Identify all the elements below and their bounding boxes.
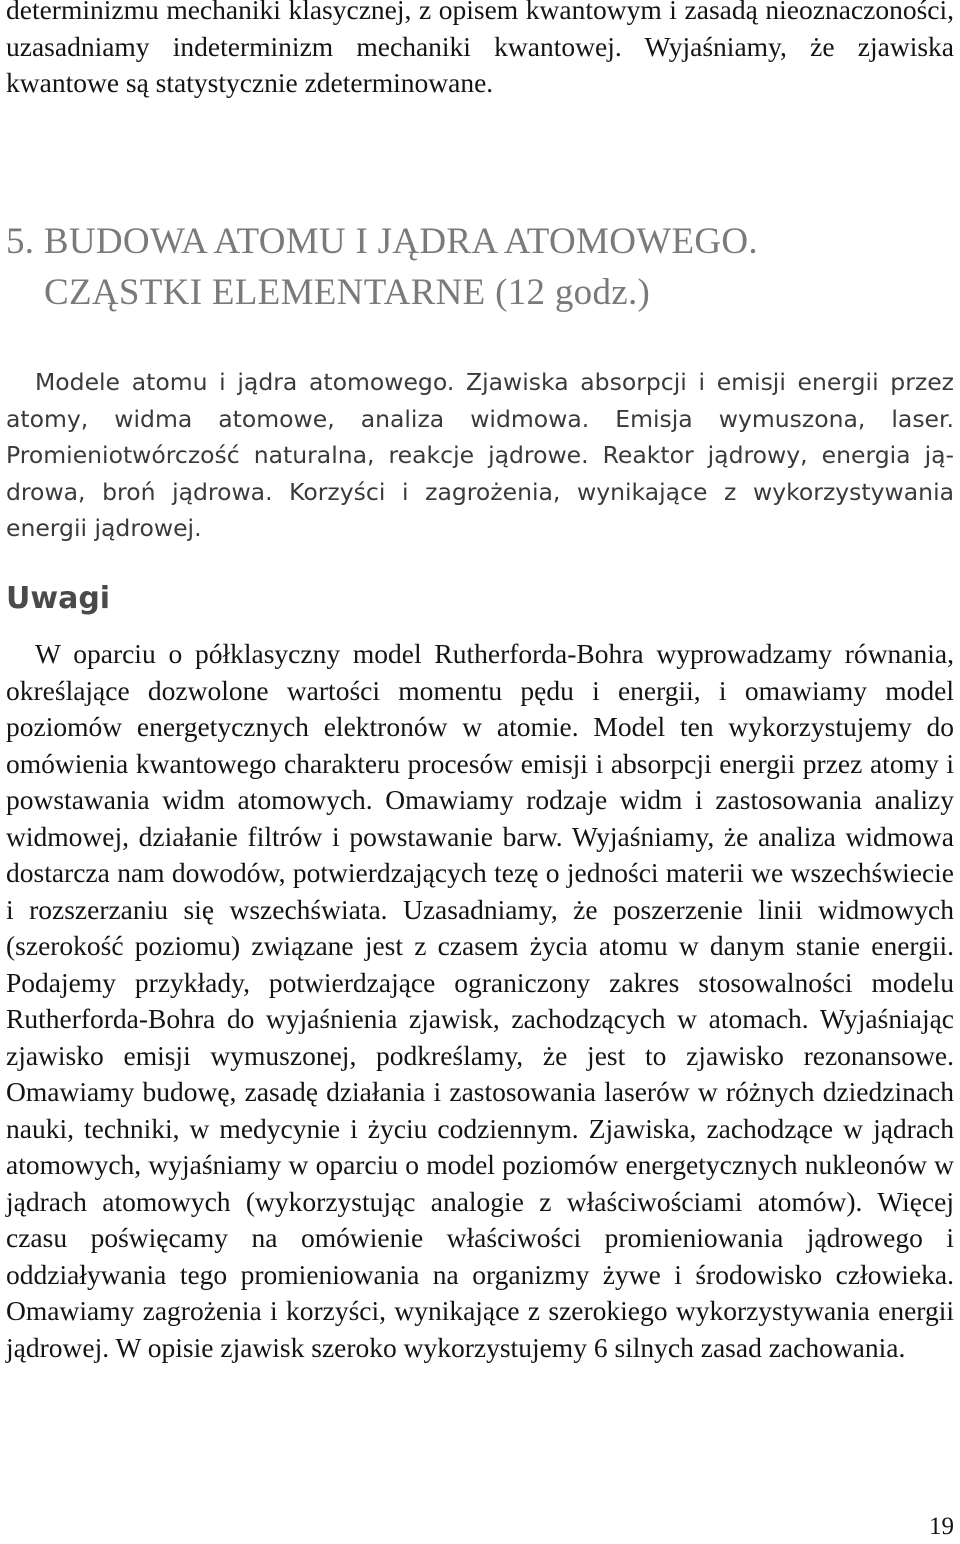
page-number: 19: [929, 1513, 954, 1540]
section-topics-paragraph: Modele atomu i jądra atomowego. Zjawiska absorpcji i emisji energii przez atomy, widma atomowe, analiza widmowa. Emisja wymuszona, laser. Promieniotwórczość naturalna, reakcje jądrowe. Reaktor jądrowy, energia jądrowa, broń jądrowa. Korzyści i zagrożenia, wynikające z wykorzystywania energii jądrowej.: [6, 368, 954, 542]
notes-heading: Uwagi: [6, 581, 111, 616]
section-heading: [6, 216, 954, 318]
notes-paragraph: W oparciu o półklasyczny model Rutherforda-Bohra wyprowadzamy równania, określające dozwolone wartości momentu pędu i energii, i omawiamy model poziomów energetycznych elektronów w atomie. Model ten wykorzystujemy do omówienia kwantowego charakteru procesów emisji i absorpcji energii przez atomy i powstawania widm atomowych. Omawiamy rodzaje widm i zastosowania analizy widmowej, działanie filtrów i powstawanie barw. Wyjaśniamy, że analiza widmowa dostarcza nam dowodów, potwierdzających tezę o jedności materii we wszechświecie i rozszerzaniu się wszechświata. Uzasadniamy, że poszerzenie linii widmowych (szerokość poziomu) związane jest z czasem życia atomu w danym stanie energii. Podajemy przykłady, potwierdzające ograniczony zakres stosowalności modelu Rutherforda-Bohra do wyjaśnienia zjawisk, zachodzących w atomach. Wyjaśniając zjawisko emisji wymuszonej, podkreślamy, że jest to zjawisko rezonansowe. Omawiamy budowę, zasadę działania i zastosowania laserów w różnych dziedzinach nauki, techniki, w medycynie i życiu codziennym. Zjawiska, zachodzące w jądrach atomowych, wyjaśniamy w oparciu o model poziomów energetycznych nukleonów w jądrach atomowych (wykorzystując analogie z właściwościami atomów). Więcej czasu poświęcamy na omówienie właściwości promieniowania jądrowego i oddziaływania tego promieniowania na organizmy żywe i środowisko człowieka. Omawiamy zagrożenia i korzyści, wynikające z szerokiego wykorzystywania energii jądrowej. W opisie zjawisk szeroko wykorzystujemy 6 silnych zasad zachowania.: [6, 638, 954, 1363]
intro-paragraph: determinizmu mechaniki klasycznej, z opisem kwantowym i zasadą nieoznaczoności, uzasadniamy indeterminizm mechaniki kwantowej. Wyjaśniamy, że zjawiska kwantowe są statystycznie zdeterminowane.: [6, 0, 954, 98]
section-heading-line-2: CZĄSTKI ELEMENTARNE (12 godz.): [44, 272, 651, 313]
section-heading-line-1: 5. BUDOWA ATOMU I JĄDRA ATOMOWEGO.: [6, 221, 758, 262]
